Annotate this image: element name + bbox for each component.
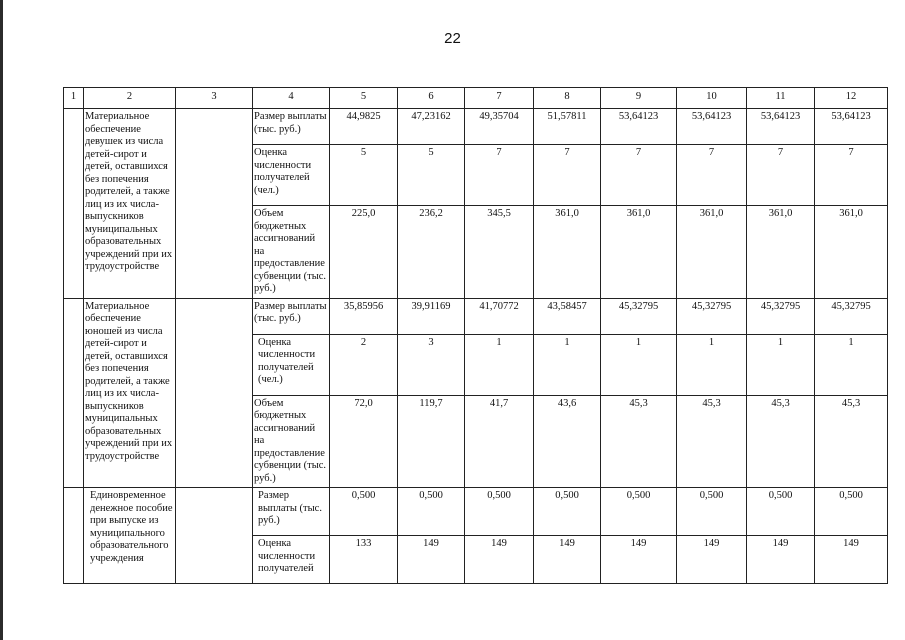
- value-cell: 45,32795: [601, 298, 677, 334]
- value-cell: 149: [747, 536, 815, 584]
- value-cell: 39,91169: [398, 298, 465, 334]
- value-cell: 0,500: [398, 488, 465, 536]
- value-cell: 149: [465, 536, 534, 584]
- value-cell: 361,0: [601, 206, 677, 299]
- value-cell: 7: [534, 145, 601, 206]
- value-cell: 133: [330, 536, 398, 584]
- value-cell: 5: [398, 145, 465, 206]
- col-header-12: 12: [815, 88, 888, 109]
- metric-label: Размер выплаты (тыс. руб.): [253, 109, 330, 145]
- value-cell: 7: [747, 145, 815, 206]
- value-cell: 7: [601, 145, 677, 206]
- group-name-boys: Материальное обеспечение юношей из числа детей-сирот и детей, оставшихся без попечения родителей, а также лиц из их числа-выпускников муниципальных образовательных учреждений при их трудоустройстве: [84, 298, 176, 488]
- value-cell: 45,3: [747, 395, 815, 488]
- value-cell: 1: [747, 334, 815, 395]
- col-header-7: 7: [465, 88, 534, 109]
- row-index-cell: [64, 298, 84, 488]
- value-cell: 45,32795: [677, 298, 747, 334]
- col-header-3: 3: [176, 88, 253, 109]
- value-cell: 0,500: [330, 488, 398, 536]
- metric-label: Оценка численности получателей (чел.): [253, 334, 330, 395]
- value-cell: 149: [677, 536, 747, 584]
- value-cell: 41,70772: [465, 298, 534, 334]
- value-cell: 0,500: [465, 488, 534, 536]
- group-col3: [176, 298, 253, 488]
- metric-label: Оценка численности получателей (чел.): [253, 145, 330, 206]
- value-cell: 1: [601, 334, 677, 395]
- metric-label: Оценка численности получателей: [253, 536, 330, 584]
- group-name-girls: Материальное обеспечение девушек из числа детей-сирот и детей, оставшихся без попечения родителей, а также лиц из их числа-выпускников муниципальных образовательных учреждений при их трудоустройстве: [84, 109, 176, 299]
- value-cell: 49,35704: [465, 109, 534, 145]
- value-cell: 119,7: [398, 395, 465, 488]
- value-cell: 7: [815, 145, 888, 206]
- value-cell: 1: [677, 334, 747, 395]
- table-row: [64, 109, 888, 145]
- value-cell: 72,0: [330, 395, 398, 488]
- value-cell: 149: [601, 536, 677, 584]
- col-header-8: 8: [534, 88, 601, 109]
- metric-label: Размер выплаты (тыс. руб.): [253, 298, 330, 334]
- value-cell: 0,500: [747, 488, 815, 536]
- value-cell: 43,58457: [534, 298, 601, 334]
- value-cell: 0,500: [601, 488, 677, 536]
- metric-label: Объем бюджетных ассигнований на предоставление субвенции (тыс. руб.): [253, 206, 330, 299]
- value-cell: 0,500: [534, 488, 601, 536]
- value-cell: 53,64123: [747, 109, 815, 145]
- value-cell: 1: [465, 334, 534, 395]
- value-cell: 2: [330, 334, 398, 395]
- budget-table: [63, 87, 888, 584]
- group-col3: [176, 488, 253, 584]
- value-cell: 5: [330, 145, 398, 206]
- col-header-2: 2: [84, 88, 176, 109]
- value-cell: 45,32795: [747, 298, 815, 334]
- col-header-10: 10: [677, 88, 747, 109]
- value-cell: 225,0: [330, 206, 398, 299]
- value-cell: 45,3: [677, 395, 747, 488]
- value-cell: 53,64123: [601, 109, 677, 145]
- value-cell: 53,64123: [815, 109, 888, 145]
- table-row: [64, 488, 888, 536]
- value-cell: 345,5: [465, 206, 534, 299]
- value-cell: 43,6: [534, 395, 601, 488]
- page-number: 22: [444, 30, 461, 47]
- metric-label: Размер выплаты (тыс. руб.): [253, 488, 330, 536]
- value-cell: 41,7: [465, 395, 534, 488]
- value-cell: 0,500: [677, 488, 747, 536]
- value-cell: 1: [534, 334, 601, 395]
- table-row: [64, 298, 888, 334]
- value-cell: 45,3: [815, 395, 888, 488]
- value-cell: 7: [677, 145, 747, 206]
- value-cell: 361,0: [534, 206, 601, 299]
- value-cell: 149: [398, 536, 465, 584]
- value-cell: 53,64123: [677, 109, 747, 145]
- value-cell: 149: [534, 536, 601, 584]
- header-row: [64, 88, 888, 109]
- value-cell: 3: [398, 334, 465, 395]
- col-header-5: 5: [330, 88, 398, 109]
- value-cell: 236,2: [398, 206, 465, 299]
- value-cell: 361,0: [747, 206, 815, 299]
- row-index-cell: [64, 109, 84, 299]
- metric-label: Объем бюджетных ассигнований на предоставление субвенции (тыс. руб.): [253, 395, 330, 488]
- value-cell: 44,9825: [330, 109, 398, 145]
- value-cell: 1: [815, 334, 888, 395]
- value-cell: 149: [815, 536, 888, 584]
- row-index-cell: [64, 488, 84, 584]
- col-header-1: 1: [64, 88, 84, 109]
- col-header-4: 4: [253, 88, 330, 109]
- value-cell: 47,23162: [398, 109, 465, 145]
- value-cell: 361,0: [815, 206, 888, 299]
- value-cell: 361,0: [677, 206, 747, 299]
- value-cell: 0,500: [815, 488, 888, 536]
- value-cell: 45,32795: [815, 298, 888, 334]
- col-header-11: 11: [747, 88, 815, 109]
- value-cell: 51,57811: [534, 109, 601, 145]
- value-cell: 45,3: [601, 395, 677, 488]
- group-col3: [176, 109, 253, 299]
- group-name-allowance: Единовременное денежное пособие при выпуске из муниципального образовательного учреждения: [84, 488, 176, 584]
- col-header-9: 9: [601, 88, 677, 109]
- col-header-6: 6: [398, 88, 465, 109]
- value-cell: 7: [465, 145, 534, 206]
- scan-left-edge: [0, 0, 3, 640]
- value-cell: 35,85956: [330, 298, 398, 334]
